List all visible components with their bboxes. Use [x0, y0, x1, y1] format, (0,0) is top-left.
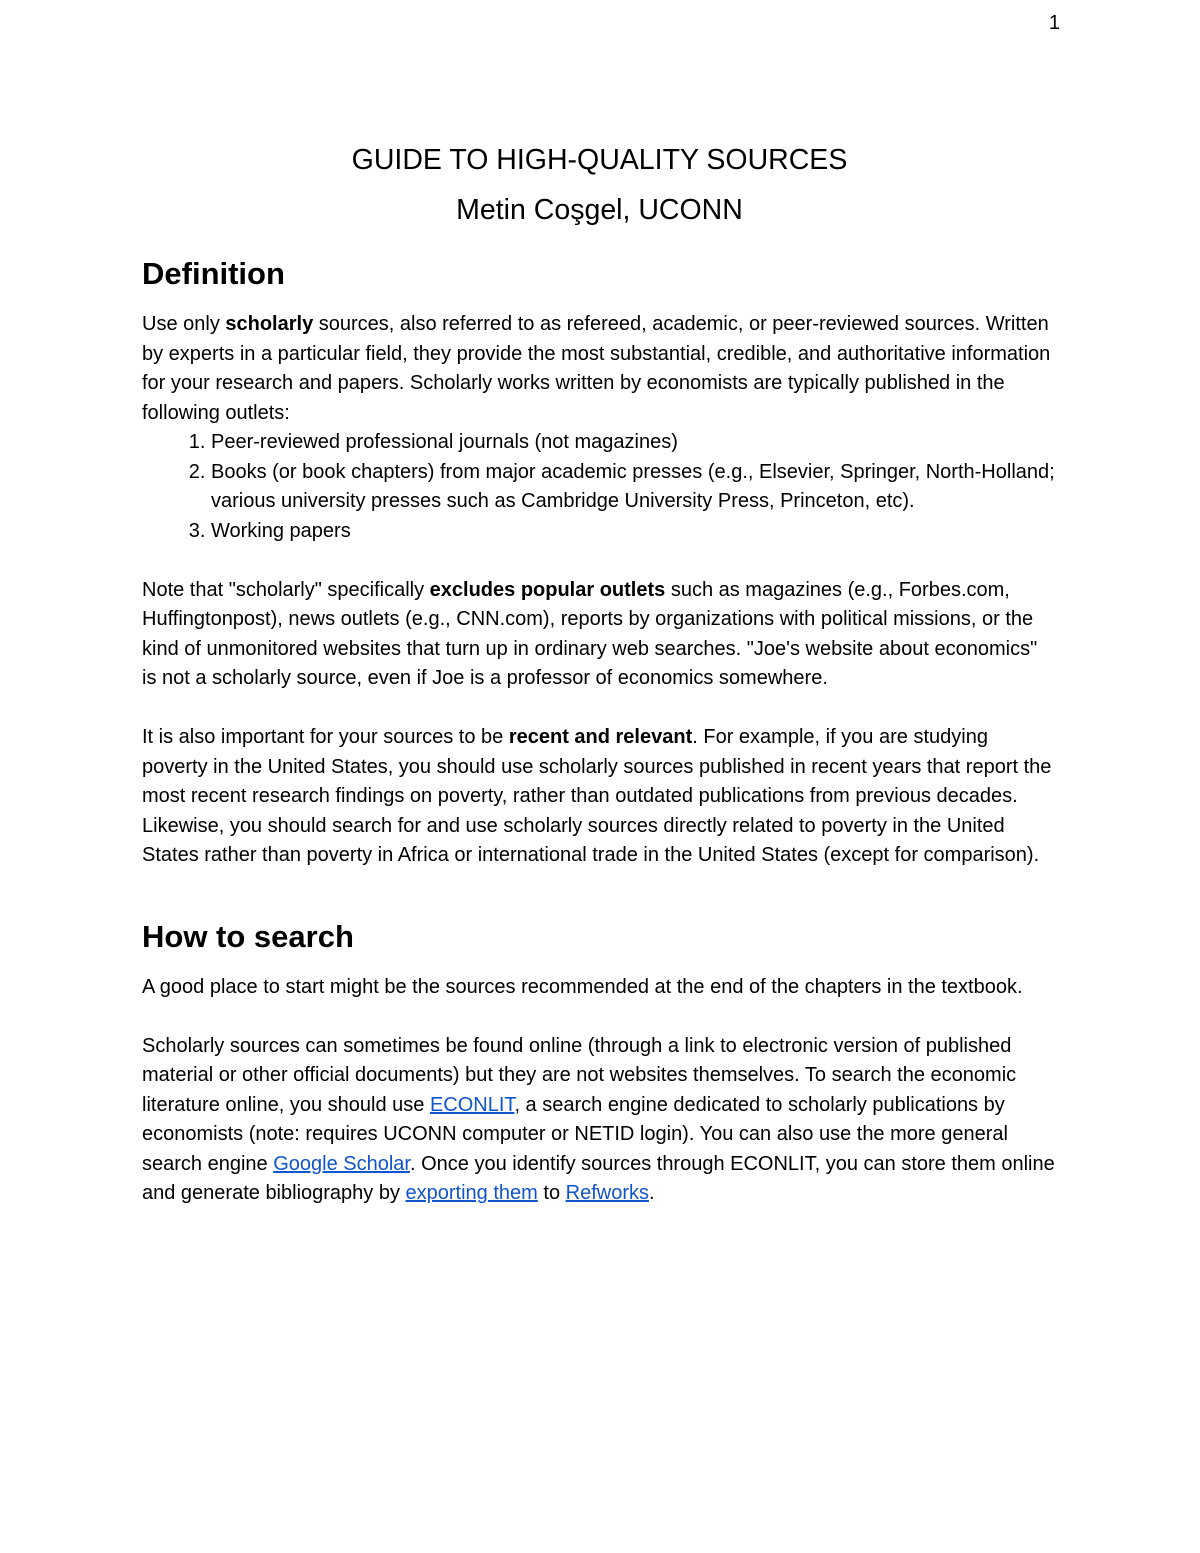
definition-paragraph-3: It is also important for your sources to be recent and relevant. For example, if you are studying poverty in the United States, you should use scholarly sources published in recent years that report the most recent research findings on poverty, rather than outdated publications from previous decades. Likewise, you should search for and use scholarly sources directly related to poverty in the United States rather than poverty in Africa or international trade in the United States (except for comparison). — [142, 726, 1052, 866]
bold-recent-and-relevant: recent and relevant — [508, 726, 693, 748]
heading-how-to-search: How to search — [142, 918, 354, 954]
bold-scholarly: scholarly — [225, 313, 314, 335]
definition-paragraph-1: Use only scholarly sources, also referred to as refereed, academic, or peer-reviewed sources. Written by experts in a particular field, they provide the most substantial, credible, and authoritative information for your research and papers. Scholarly works written by economists are typically published in the following outlets: — [142, 313, 1051, 424]
list-item: 2. Books (or book chapters) from major academic presses (e.g., Elsevier, Springer, North-Holland; various university presses such as Cambridge University Press, Princeton, etc). — [211, 458, 1057, 517]
outlets-list — [142, 428, 1057, 546]
search-paragraph-1: A good place to start might be the sources recommended at the end of the chapters in the textbook. — [142, 975, 1023, 998]
document-title: GUIDE TO HIGH-QUALITY SOURCES — [351, 144, 848, 176]
search-paragraph-2: Scholarly sources can sometimes be found online (through a link to electronic version of published material or other official documents) but they are not websites themselves. To search the economic literature online, you should use ECONLIT, a search engine dedicated to scholarly publications by economists (note: requires UCONN computer or NETID login). You can also use the more general search engine Google Scholar. Once you identify sources through ECONLIT, you can store them online and generate bibliography by exporting them to Refworks. — [142, 1034, 1055, 1204]
document-content — [142, 138, 1057, 1209]
list-item: 3. Working papers — [211, 517, 1057, 547]
page-number: 1 — [1048, 12, 1060, 34]
bold-excludes-popular-outlets: excludes popular outlets — [429, 578, 666, 601]
refworks-link[interactable]: Refworks — [565, 1182, 649, 1204]
google-scholar-link[interactable]: Google Scholar — [273, 1152, 410, 1175]
definition-paragraph-2: Note that "scholarly" specifically excludes popular outlets such as magazines (e.g., Forbes.com, Huffingtonpost), news outlets (e.g., CNN.com), reports by organizations with political missions, or the kind of unmonitored websites that turn up in ordinary web searches. "Joe's website about economics" is not a scholarly source, even if Joe is a professor of economics somewhere. — [142, 578, 1038, 689]
exporting-them-link[interactable]: exporting them — [405, 1182, 538, 1204]
document-author: Metin Coşgel, UCONN — [456, 194, 743, 226]
heading-definition: Definition — [142, 256, 285, 291]
list-item: 1. Peer-reviewed professional journals (not magazines) — [211, 428, 1057, 458]
econlit-link[interactable]: ECONLIT — [429, 1093, 515, 1116]
